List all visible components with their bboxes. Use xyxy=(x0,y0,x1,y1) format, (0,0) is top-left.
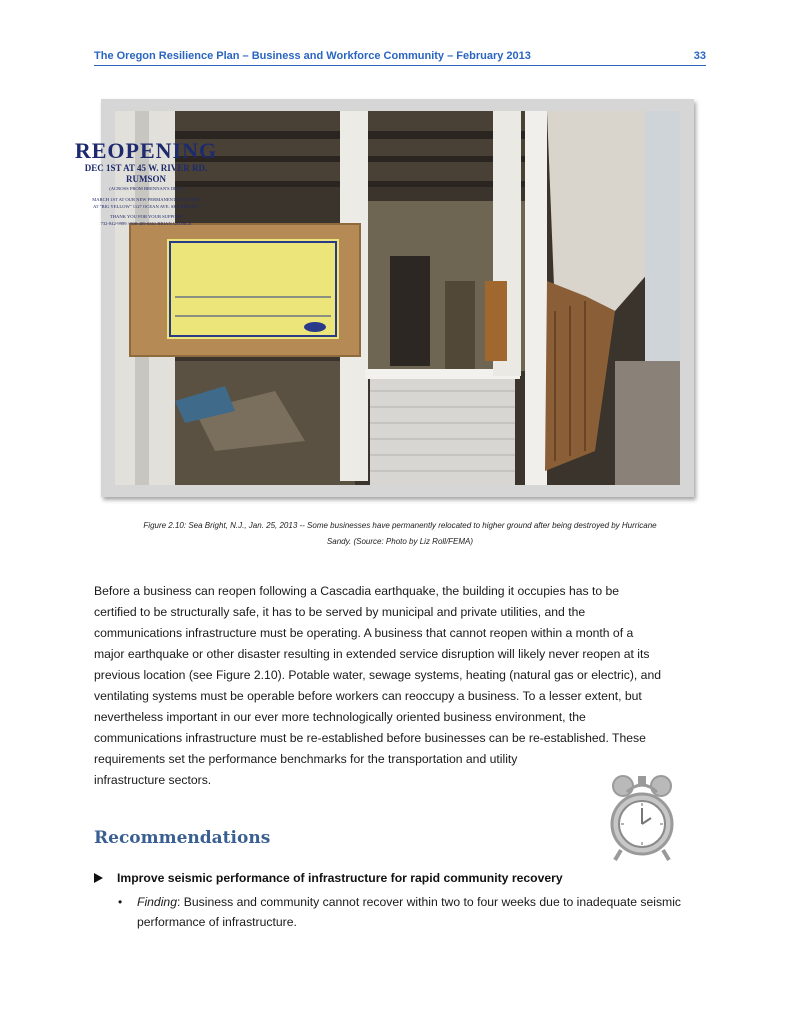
sign-line-4: AT "BIG YELLOW" 1127 OCEAN AVE. SEA BRIGHT! xyxy=(92,204,200,209)
sign-line-3: MARCH 1ST AT OUR NEW PERMANENT LOCATION xyxy=(92,197,200,202)
recommendation-item xyxy=(94,871,563,885)
body-paragraph: Before a business can reopen following a Cascadia earthquake, the building it occupies has to be certified to be structurally safe, it has to be served by municipal and private utilities, and the communications infrastructure must be operating. A business that cannot reopen within a month of a major earthquake or other disaster resulting in extended service disruption will likely never reopen at its previous location (see Figure 2.10). Potable water, sewage systems, heating (natural gas or electric), and ventilating systems must be operable before workers can reoccupy a business. To a lesser extent, but nevertheless important in our ever more technologically oriented business environment, the communications infrastructure must be re-established before businesses can be re-established. These requirements set the performance benchmarks for the transportation and utility infrastructure sectors. xyxy=(94,584,662,787)
running-header xyxy=(94,49,706,66)
alarm-clock-icon xyxy=(605,772,679,864)
sign-line-2: (ACROSS FROM BRENNAN'S DELI) xyxy=(109,186,183,191)
caption-line-2: Sandy. (Source: Photo by Liz Roll/FEMA) xyxy=(326,537,474,546)
sign-line-6: 732-842-9989 / 908-489-0361 BRIAN GEORGE xyxy=(100,221,192,226)
sign-line-1: DEC 1ST AT 45 W. RIVER RD. RUMSON xyxy=(84,163,208,184)
recommendations-heading: Recommendations xyxy=(94,828,271,848)
finding-text xyxy=(137,892,703,932)
bullet-dot-icon: • xyxy=(118,895,123,909)
finding-body: : Business and community cannot recover within two to four weeks due to inadequate seismic performance of infrastructure. xyxy=(137,895,681,929)
sign-title: REOPENING xyxy=(74,138,218,163)
reopening-sign-text xyxy=(64,139,228,227)
figure-caption xyxy=(94,518,706,550)
recommendation-text: Improve seismic performance of infrastructure for rapid community recovery xyxy=(117,871,563,885)
caption-line-1: Figure 2.10: Sea Bright, N.J., Jan. 25, 2013 -- Some businesses have permanently relocated to higher ground after being destroyed by Hurricane xyxy=(143,521,657,530)
triangle-bullet-icon xyxy=(94,873,103,883)
page-number: 33 xyxy=(693,50,706,62)
finding-label: Finding xyxy=(137,895,177,909)
document-title: The Oregon Resilience Plan – Business and Workforce Community – February 2013 xyxy=(94,50,531,62)
sign-line-5: THANK YOU FOR YOUR SUPPORT xyxy=(109,214,183,219)
